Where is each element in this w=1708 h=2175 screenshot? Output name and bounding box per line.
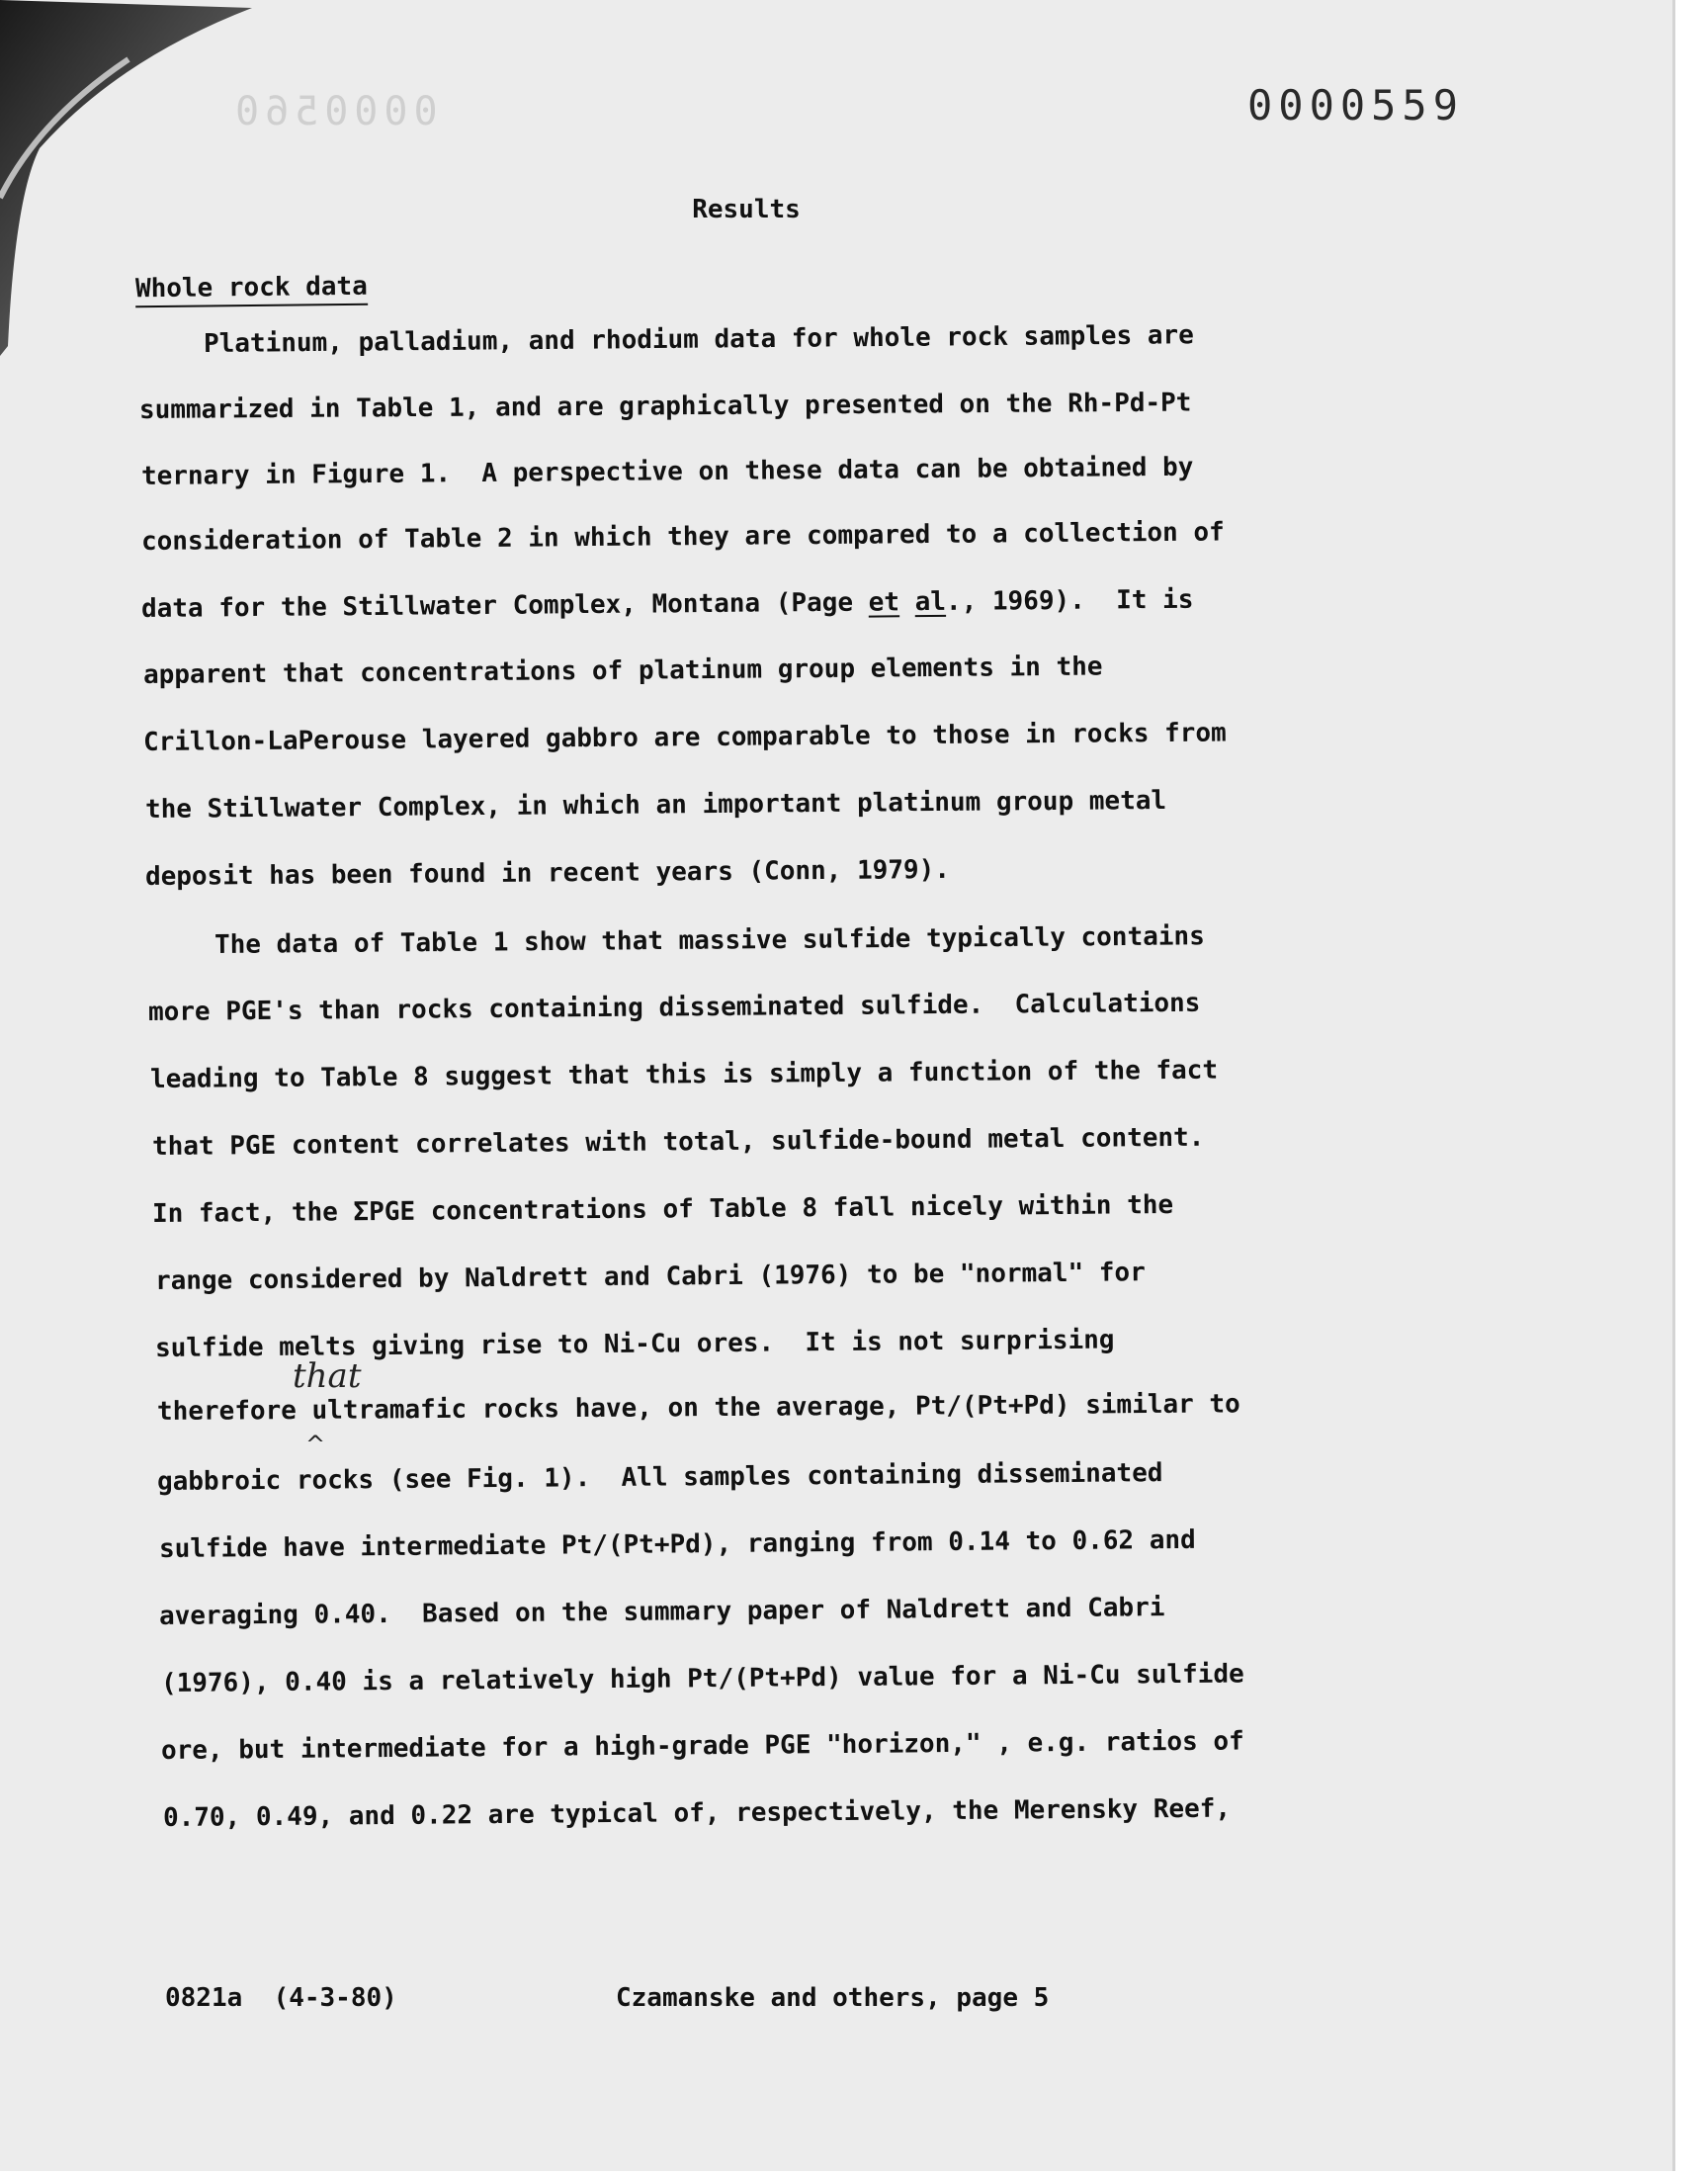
text-line: ternary in Figure 1. A perspective on these data can be obtained by [140,452,1194,491]
text-line: (1976), 0.40 is a relatively high Pt/(Pt+Pd) value for a Ni-Cu sulfide [160,1659,1244,1698]
text-line: Crillon-LaPerouse layered gabbro are comparable to those in rocks from [142,718,1227,757]
text-line: leading to Table 8 suggest that this is simply a function of the fact [149,1055,1219,1094]
text-line: sulfide have intermediate Pt/(Pt+Pd), ranging from 0.14 to 0.62 and [158,1524,1196,1564]
text-line: range considered by Naldrett and Cabri (1976) to be "normal" for [154,1258,1146,1296]
text-line: In fact, the ΣPGE concentrations of Table 8 fall nicely within the [151,1189,1174,1229]
text-line: deposit has been found in recent years (Conn, 1979). [144,854,951,892]
page-stamp-number: 0000559 [1247,81,1465,130]
footer-doc-code: 0821a (4-3-80) [165,1983,397,2013]
text-line: ore, but intermediate for a high-grade PGE "horizon," , e.g. ratios of [160,1726,1244,1766]
underlined-et: et [868,587,900,618]
footer-page-label: Czamanske and others, page 5 [616,1983,1050,2013]
text-line-with-insertion: therefore ultramafic rocks have, on the average, Pt/(Pt+Pd) similar to [156,1389,1240,1427]
text-line: summarized in Table 1, and are graphically presented on the Rh-Pd-Pt [138,388,1192,425]
subsection-heading: Whole rock data [135,272,368,307]
text-line: 0.70, 0.49, and 0.22 are typical of, respectively, the Merensky Reef, [162,1793,1232,1833]
insertion-caret: ^ [305,1431,326,1458]
bleed-through-stamp: 0000560 [229,89,438,134]
text-line: the Stillwater Complex, in which an important platinum group metal [144,785,1167,825]
text-line: averaging 0.40. Based on the summary paper of Naldrett and Cabri [158,1593,1165,1631]
handwritten-insertion: that [293,1356,362,1396]
text-line: consideration of Table 2 in which they are compared to a collection of [140,517,1225,557]
text-line: more PGE's than rocks containing disseminated sulfide. Calculations [147,988,1201,1027]
text-line-with-citation: data for the Stillwater Complex, Montana (Page et al., 1969). It is [140,584,1194,624]
text-line: The data of Table 1 show that massive sulfide typically contains [214,921,1205,960]
section-heading: Results [692,195,801,224]
text-line: that PGE content correlates with total, sulfide-bound metal content. [151,1122,1205,1162]
text-line: Platinum, palladium, and rhodium data for whole rock samples are [203,320,1194,359]
text-line: apparent that concentrations of platinum group elements in the [142,652,1103,690]
text-line: sulfide melts giving rise to Ni-Cu ores. It is not surprising [154,1325,1115,1363]
text-line: gabbroic rocks (see Fig. 1). All samples containing disseminated [156,1458,1163,1497]
underlined-al: al [914,586,947,618]
